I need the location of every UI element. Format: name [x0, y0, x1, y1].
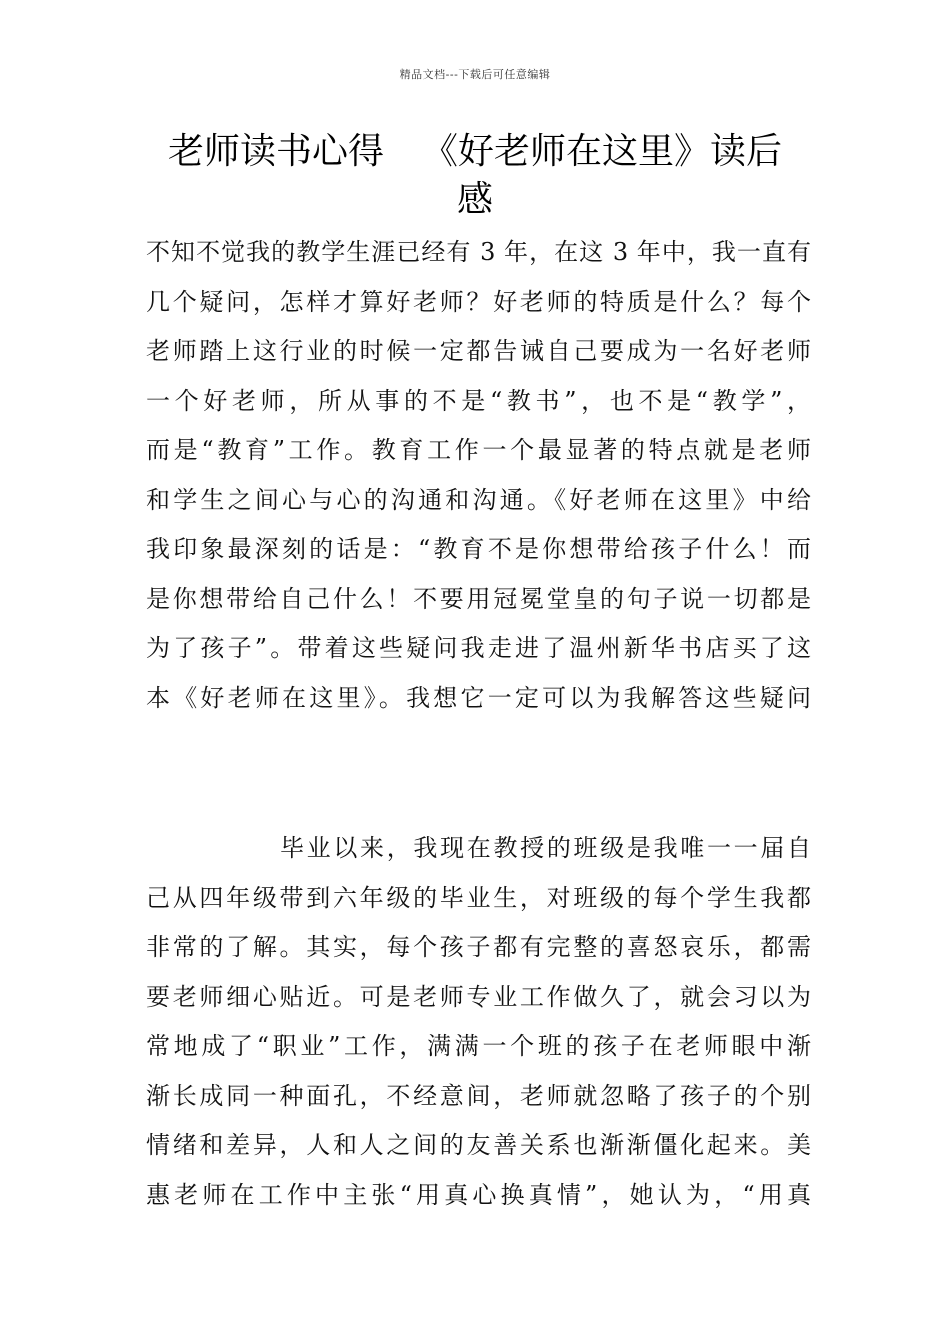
paragraph-1 — [146, 228, 811, 723]
paragraph-line: 常地成了“职业”工作，满满一个班的孩子在老师眼中渐 — [146, 1032, 811, 1060]
paragraph-line: 己从四年级带到六年级的毕业生，对班级的每个学生我都 — [146, 883, 811, 912]
paragraph-line: 不知不觉我的教学生涯已经有 3 年，在这 3 年中，我一直有 — [146, 238, 811, 266]
paragraph-line: 而是“教育”工作。教育工作一个最显著的特点就是老师 — [146, 436, 811, 464]
paragraph-line: 要老师细心贴近。可是老师专业工作做久了，就会习以为 — [146, 982, 811, 1011]
paragraph-line: 本《好老师在这里》。我想它一定可以为我解答这些疑问 — [146, 683, 811, 712]
paragraph-line: 是你想带给自己什么！不要用冠冕堂皇的句子说一切都是 — [146, 584, 811, 613]
document-header-note: 精品文档---下载后可任意编辑 — [399, 68, 551, 81]
paragraph-line: 老师踏上这行业的时候一定都告诫自己要成为一名好老师 — [146, 337, 811, 365]
document-title — [140, 128, 810, 224]
paragraph-line: 毕业以来，我现在教授的班级是我唯一一届自 — [280, 834, 811, 862]
paragraph-line: 和学生之间心与心的沟通和沟通。《好老师在这里》中给 — [146, 485, 811, 514]
paragraph-2 — [146, 824, 811, 1220]
paragraph-line: 一个好老师，所从事的不是“教书”，也不是“教学”， — [146, 386, 811, 415]
paragraph-line: 惠老师在工作中主张“用真心换真情”，她认为，“用真 — [146, 1180, 811, 1209]
title-part-3: 感 — [456, 179, 493, 220]
paragraph-line: 为了孩子”。带着这些疑问我走进了温州新华书店买了这 — [146, 634, 811, 662]
paragraph-line: 情绪和差异，人和人之间的友善关系也渐渐僵化起来。美 — [146, 1131, 811, 1159]
title-part-2: 《好老师在这里》读后 — [422, 131, 783, 172]
paragraph-line: 几个疑问，怎样才算好老师？好老师的特质是什么？每个 — [146, 287, 811, 316]
paragraph-line: 我印象最深刻的话是：“教育不是你想带给孩子什么！而 — [146, 535, 811, 563]
title-part-1: 老师读书心得 — [167, 131, 384, 172]
paragraph-line: 渐长成同一种面孔，不经意间，老师就忽略了孩子的个别 — [146, 1081, 811, 1110]
paragraph-line: 非常的了解。其实，每个孩子都有完整的喜怒哀乐，都需 — [146, 933, 811, 961]
